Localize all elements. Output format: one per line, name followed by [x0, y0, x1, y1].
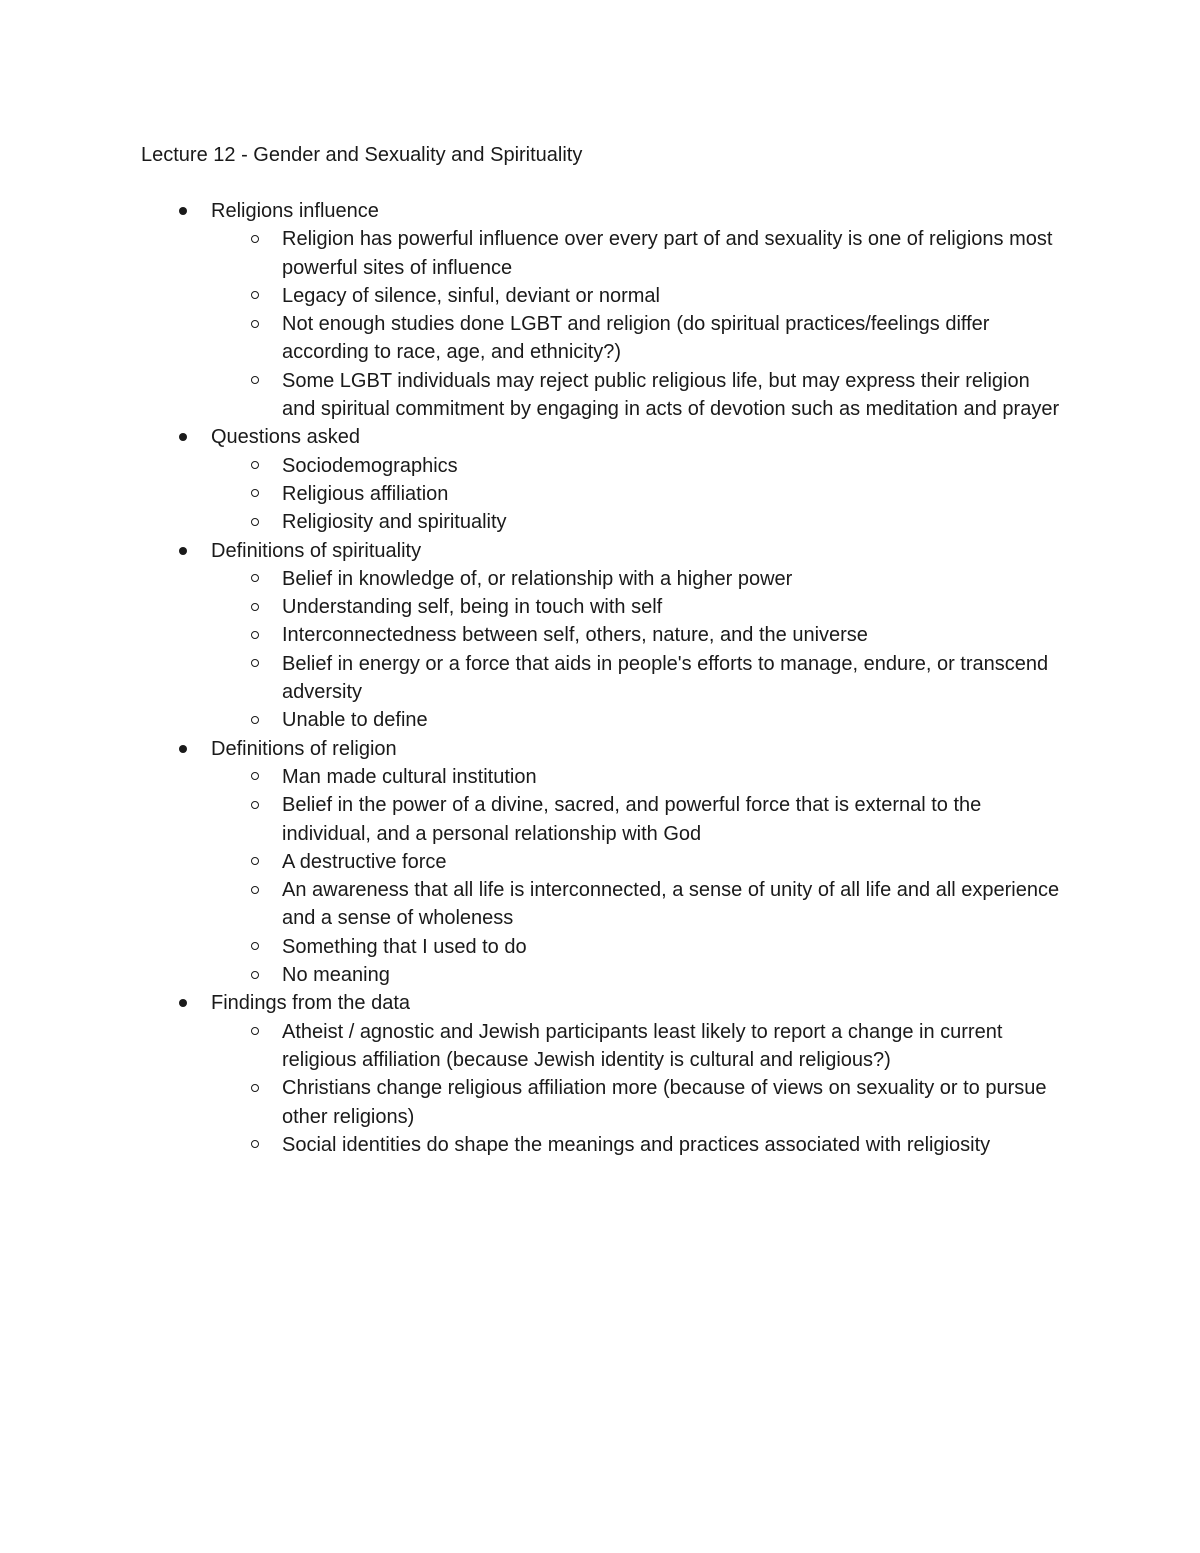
- section-heading: Definitions of religion: [211, 737, 397, 760]
- list-item: Atheist / agnostic and Jewish participants least likely to report a change in current religious affiliation (because Jewish identity is cultural and religious?): [141, 1018, 1061, 1075]
- list-item: Religious affiliation: [141, 480, 1061, 508]
- section-heading: Religions influence: [211, 200, 379, 222]
- list-item: Sociodemographics: [141, 452, 1061, 480]
- list-item: Not enough studies done LGBT and religion (do spiritual practices/feelings differ according to race, age, and ethnicity?): [141, 310, 1061, 367]
- list-item: A destructive force: [141, 848, 1061, 876]
- list-item: Belief in energy or a force that aids in people's efforts to manage, endure, or transcend adversity: [141, 650, 1061, 707]
- list-item: Belief in the power of a divine, sacred, and powerful force that is external to the individual, and a personal relationship with God: [141, 791, 1061, 848]
- section-heading: Questions asked: [211, 426, 360, 449]
- page-title: Lecture 12 - Gender and Sexuality and Spirituality: [141, 144, 583, 166]
- list-item: Christians change religious affiliation more (because of views on sexuality or to pursue other religions): [141, 1074, 1061, 1131]
- list-item: Religion has powerful influence over every part of and sexuality is one of religions most powerful sites of influence: [141, 225, 1061, 282]
- section-heading: Definitions of spirituality: [211, 539, 422, 562]
- list-item: Legacy of silence, sinful, deviant or normal: [141, 282, 1061, 310]
- sub-list: [211, 1018, 1061, 1159]
- sub-list: [211, 452, 1061, 537]
- list-item: An awareness that all life is interconnected, a sense of unity of all life and all experience and a sense of wholeness: [141, 876, 1061, 933]
- section-heading: Findings from the data: [211, 992, 410, 1015]
- list-item: Religiosity and spirituality: [141, 508, 1061, 536]
- section-religions-influence: [141, 197, 1061, 423]
- list-item: No meaning: [141, 961, 1061, 989]
- section-questions-asked: [141, 423, 1061, 536]
- list-item: Belief in knowledge of, or relationship with a higher power: [141, 565, 1061, 593]
- list-item: Some LGBT individuals may reject public religious life, but may express their religion and spiritual commitment by engaging in acts of devotion such as meditation and prayer: [141, 367, 1061, 424]
- outline-list: [141, 197, 1061, 1159]
- list-item: Something that I used to do: [141, 933, 1061, 961]
- sub-list: [211, 225, 1061, 423]
- list-item: Understanding self, being in touch with self: [141, 593, 1061, 621]
- list-item: Unable to define: [141, 706, 1061, 734]
- list-item: Social identities do shape the meanings and practices associated with religiosity: [141, 1131, 1061, 1159]
- list-item: Interconnectedness between self, others, nature, and the universe: [141, 621, 1061, 649]
- section-definitions-religion: [141, 735, 1061, 990]
- sub-list: [211, 565, 1061, 735]
- list-item: Man made cultural institution: [141, 763, 1061, 791]
- section-findings: [141, 989, 1061, 1159]
- section-definitions-spirituality: [141, 537, 1061, 735]
- sub-list: [211, 763, 1061, 989]
